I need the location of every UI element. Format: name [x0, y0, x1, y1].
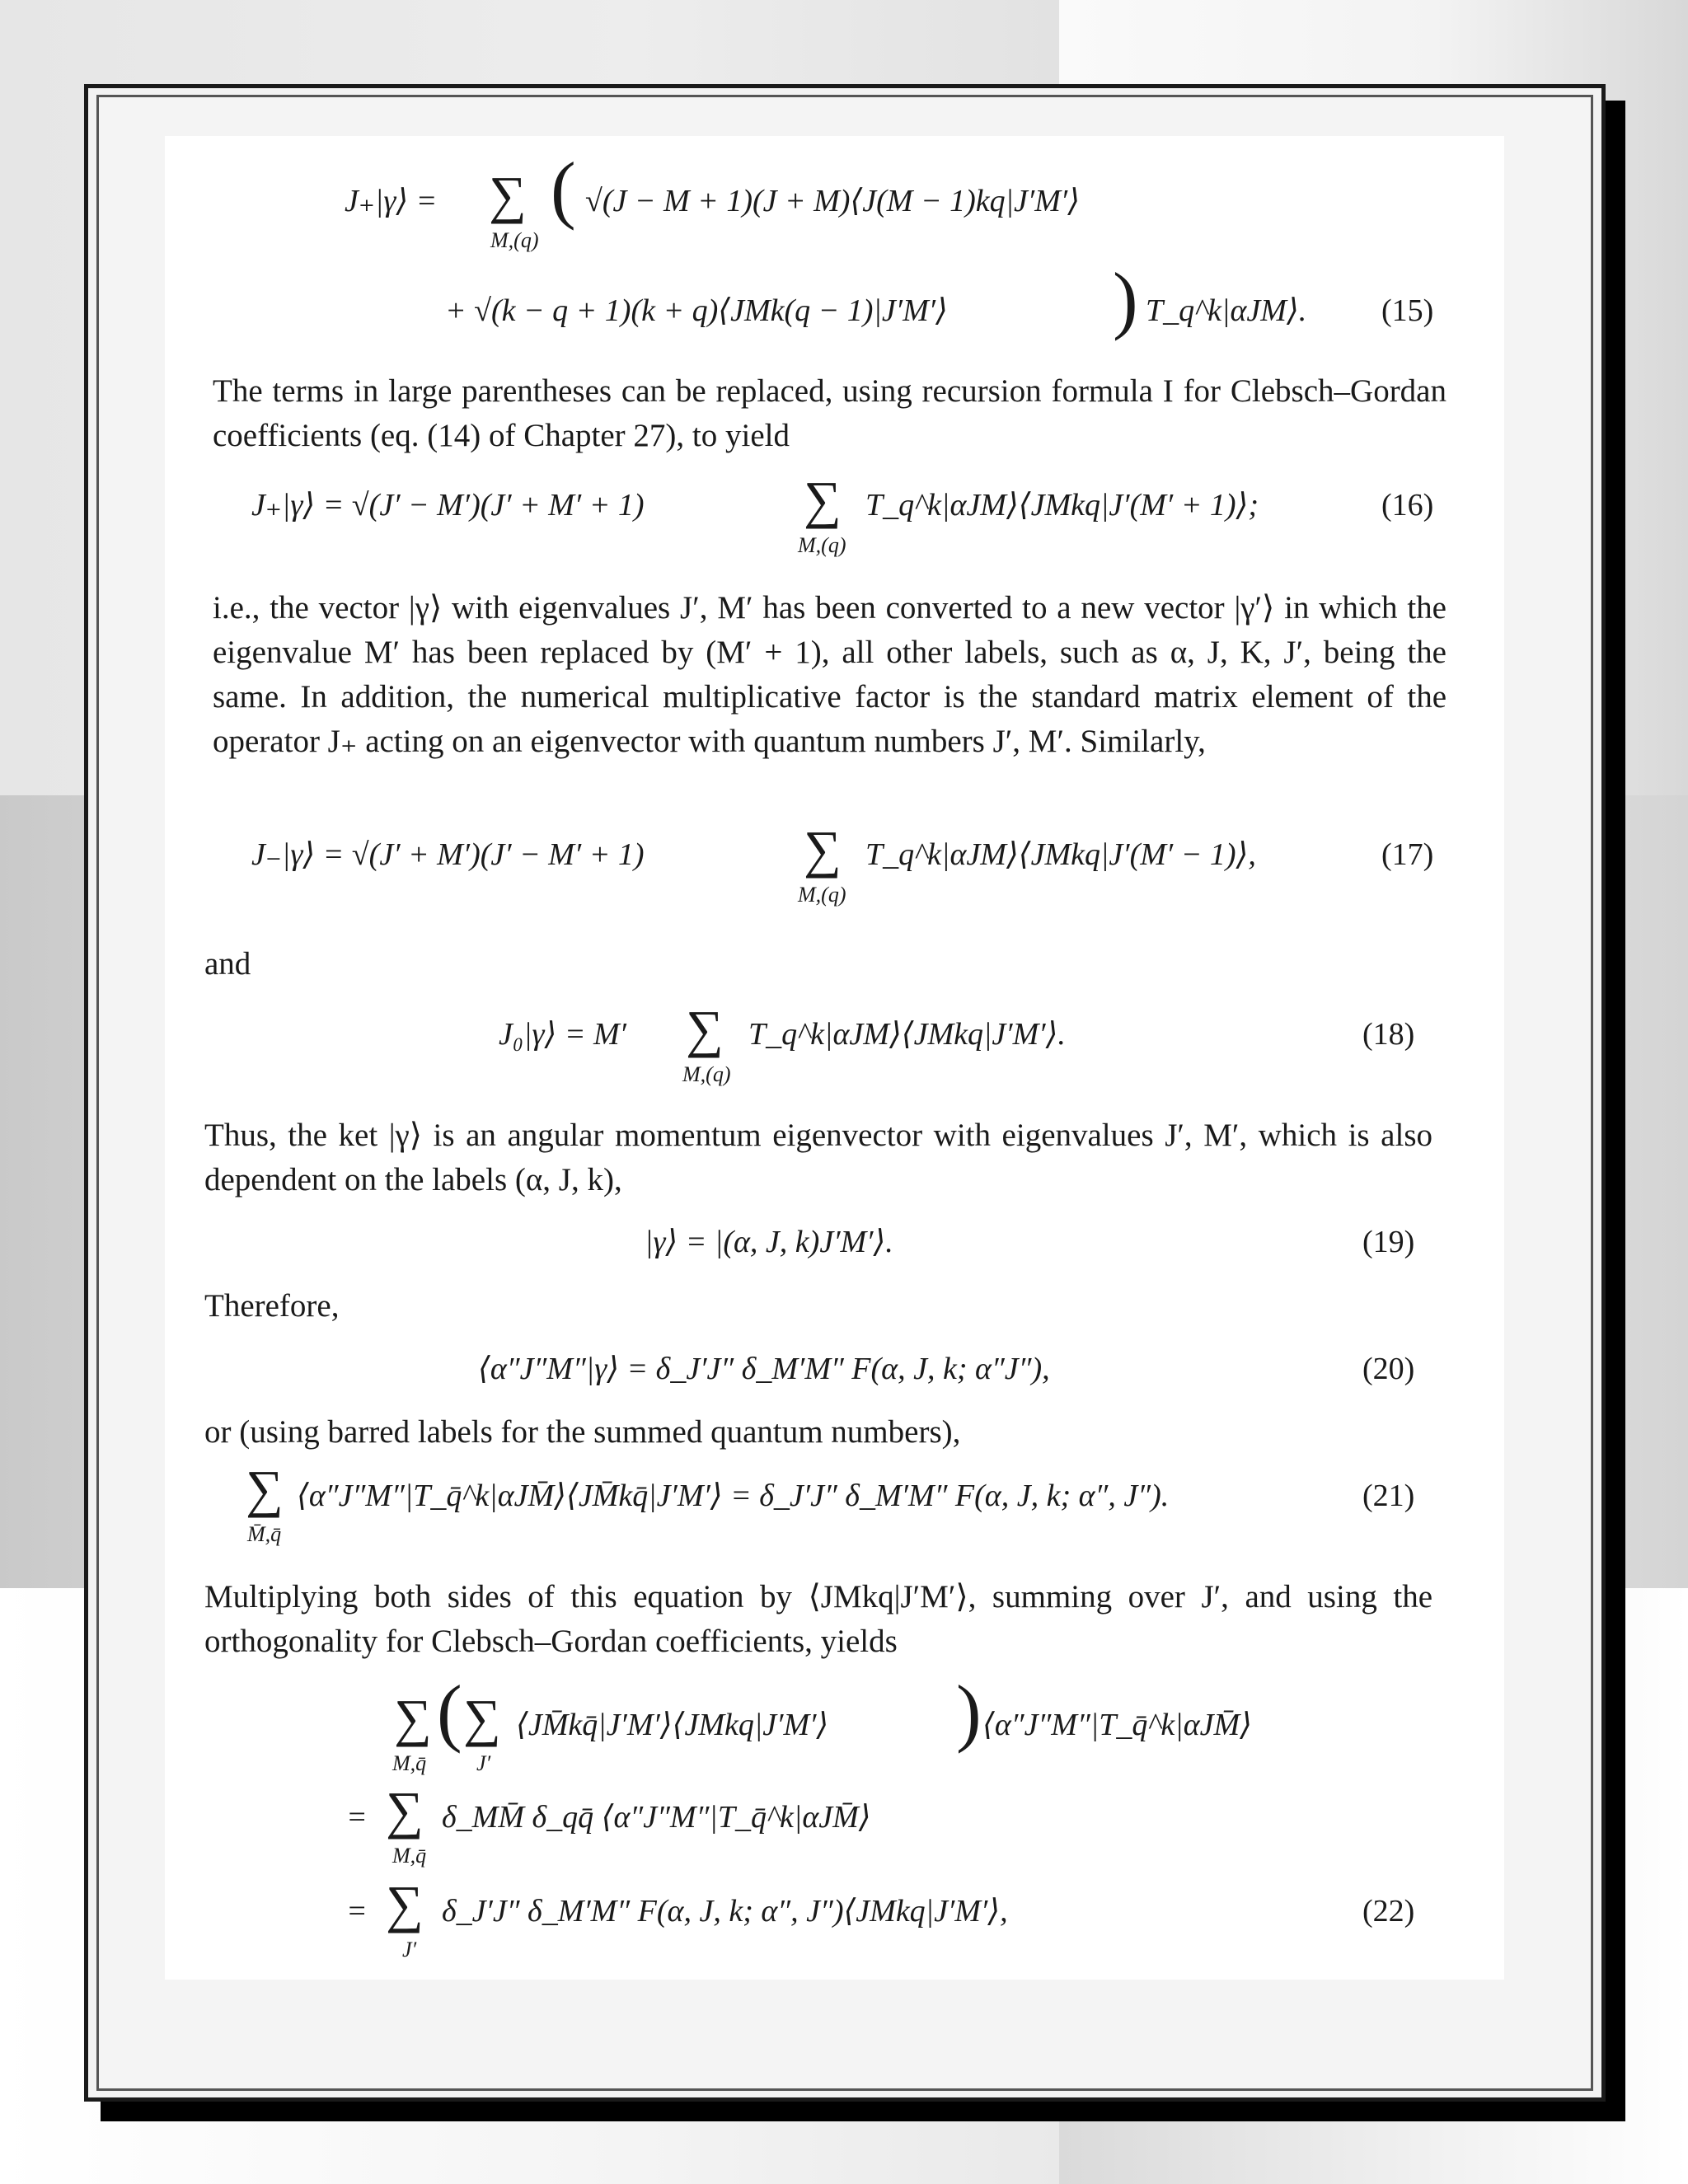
eq21-body: ⟨α″J″M″|T_q̄^k|αJM̄⟩⟨JM̄kq̄|J′M′⟩ = δ_J′J″ δ_M′M″ F(α, J, k; α″, J″). — [297, 1479, 1170, 1513]
eq22-sub-outer: M,q̄ — [392, 1751, 427, 1775]
paragraph: and — [204, 946, 251, 982]
eq18-sub: M,(q) — [682, 1062, 731, 1086]
eq15-tail: T_q^k|αJM⟩. — [1146, 293, 1307, 328]
sum-sign: ∑ — [489, 166, 527, 224]
sum-sign: ∑ — [804, 820, 842, 879]
equation-number: (17) — [1381, 837, 1434, 872]
sum-sign: ∑ — [804, 471, 842, 529]
eq15-line2: + √(k − q + 1)(k + q)⟨JMk(q − 1)|J′M′⟩ — [445, 293, 948, 328]
eq22-line3-sub: J′ — [402, 1938, 417, 1961]
sum-sign: ∑ — [463, 1689, 501, 1747]
eq22-tail: ⟨α″J″M″|T_q̄^k|αJM̄⟩ — [982, 1708, 1252, 1742]
eq15-sub: M,(q) — [490, 228, 539, 252]
eq15-line1: √(J − M + 1)(J + M)⟨J(M − 1)kq|J′M′⟩ — [585, 184, 1081, 218]
eq22-equals: = — [346, 1800, 368, 1835]
eq20-body: ⟨α″J″M″|γ⟩ = δ_J′J″ δ_M′M″ F(α, J, k; α″J″), — [478, 1352, 1050, 1386]
paragraph: The terms in large parentheses can be replaced, using recursion formula I for Clebsch–Gordan coefficients (eq. (14) of Chapter 27), to yield — [213, 373, 1447, 453]
eq18-lhs: J₀|γ⟩ = M′ — [499, 1017, 626, 1052]
equation-number: (16) — [1381, 488, 1434, 523]
big-paren-open: ( — [437, 1670, 462, 1754]
big-paren-open: ( — [551, 147, 576, 231]
eq16-sub: M,(q) — [798, 533, 846, 557]
big-paren-close: ) — [956, 1670, 982, 1754]
eq19-body: |γ⟩ = |(α, J, k)J′M′⟩. — [645, 1225, 893, 1259]
paragraph: Thus, the ket |γ⟩ is an angular momentum eigenvector with eigenvalues J′, M′, which is also dependent on the labels (α, J, k), — [204, 1118, 1432, 1197]
eq16-lhs: J₊|γ⟩ = √(J′ − M′)(J′ + M′ + 1) — [251, 488, 645, 523]
equation-number: (18) — [1362, 1017, 1415, 1052]
equation-number: (20) — [1362, 1352, 1415, 1386]
sum-sign: ∑ — [686, 1000, 724, 1058]
eq22-line2-sub: M,q̄ — [392, 1844, 427, 1868]
big-paren-close: ) — [1113, 257, 1138, 341]
eq18-rhs: T_q^k|αJM⟩⟨JMkq|J′M′⟩. — [748, 1017, 1066, 1052]
sum-sign: ∑ — [246, 1460, 284, 1518]
equation-number: (21) — [1362, 1479, 1415, 1513]
sum-sign: ∑ — [386, 1875, 424, 1933]
eq22-line3: δ_J′J″ δ_M′M″ F(α, J, k; α″, J″)⟨JMkq|J′M′⟩, — [442, 1894, 1008, 1929]
paragraph: Therefore, — [204, 1288, 340, 1324]
eq15-lhs: J₊|γ⟩ = — [345, 184, 438, 218]
eq17-rhs: T_q^k|αJM⟩⟨JMkq|J′(M′ − 1)⟩, — [865, 837, 1256, 872]
eq22-line2: δ_MM̄ δ_qq̄ ⟨α″J″M″|T_q̄^k|αJM̄⟩ — [442, 1800, 871, 1835]
eq22-inner: ⟨JM̄kq̄|J′M′⟩⟨JMkq|J′M′⟩ — [516, 1708, 829, 1742]
sum-sign: ∑ — [386, 1781, 424, 1840]
eq17-sub: M,(q) — [798, 883, 846, 907]
equation-number: (22) — [1362, 1894, 1415, 1929]
eq21-sub: M̄,q̄ — [247, 1522, 282, 1546]
equation-number: (15) — [1381, 293, 1434, 328]
equation-number: (19) — [1362, 1225, 1415, 1259]
eq22-sub-inner: J′ — [476, 1751, 491, 1775]
sum-sign: ∑ — [394, 1689, 432, 1747]
paragraph: Multiplying both sides of this equation by ⟨JMkq|J′M′⟩, summing over J′, and using the orthogonality for Clebsch–Gordan coefficients, yields — [204, 1579, 1432, 1659]
eq17-lhs: J₋|γ⟩ = √(J′ + M′)(J′ − M′ + 1) — [251, 837, 645, 872]
paragraph: or (using barred labels for the summed quantum numbers), — [204, 1414, 961, 1450]
eq16-rhs: T_q^k|αJM⟩⟨JMkq|J′(M′ + 1)⟩; — [865, 488, 1259, 523]
document-page — [165, 136, 1504, 1980]
eq22-equals: = — [346, 1894, 368, 1929]
paragraph: i.e., the vector |γ⟩ with eigenvalues J′, M′ has been converted to a new vector |γ′⟩ in which the eigenvalue M′ has been replaced by (M′ + 1), all other labels, such as α, J, K, J′, being the same. In addition, the numerical multiplicative factor is the standard matrix element of the operator J₊ acting on an eigenvector with quantum numbers J′, M′. Similarly, — [213, 590, 1447, 759]
